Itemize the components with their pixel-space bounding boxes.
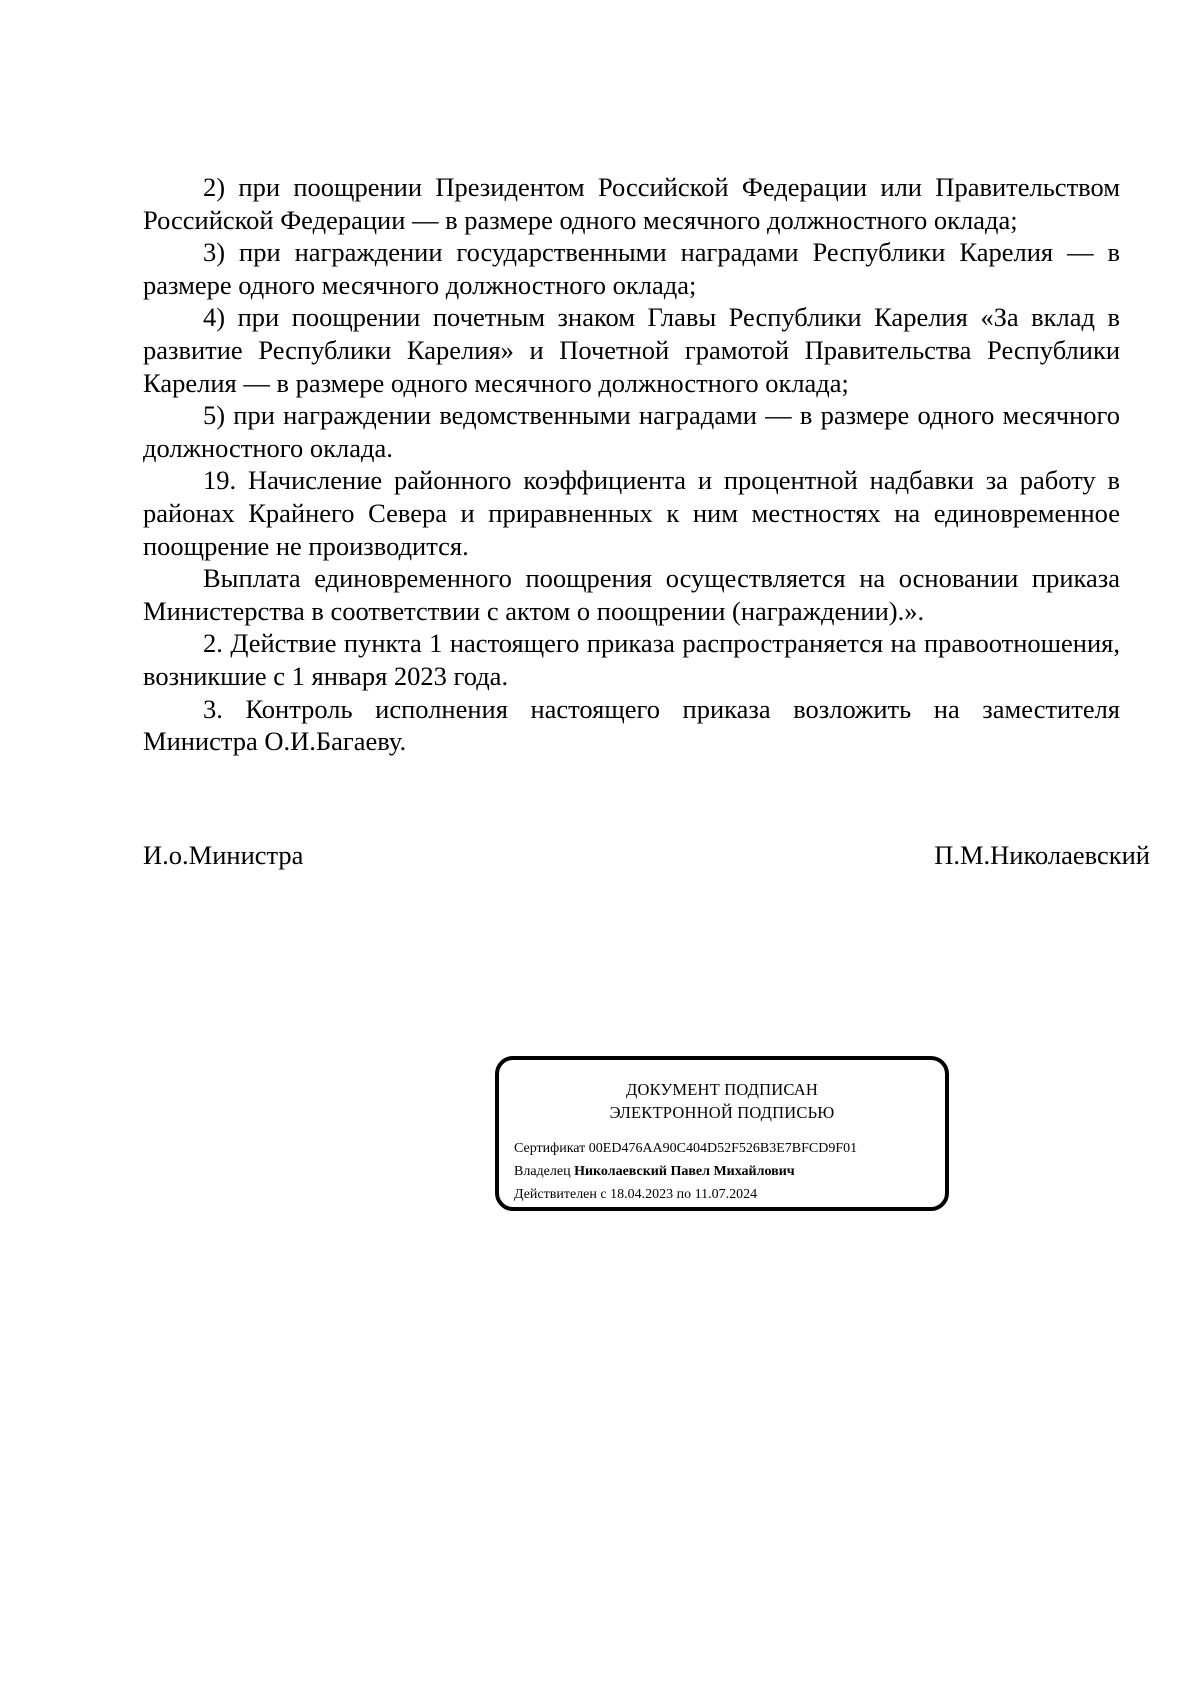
stamp-owner-line xyxy=(514,1160,857,1183)
owner-value: Николаевский Павел Михайлович xyxy=(574,1164,795,1179)
stamp-validity-line xyxy=(514,1183,857,1206)
paragraph-item-5: 5) при награждении ведомственными наградами — в размере одного месячного должностного оклада. xyxy=(143,400,1120,463)
valid-label: Действителен xyxy=(514,1187,597,1202)
certificate-label: Сертификат xyxy=(514,1141,586,1156)
paragraph-point-3: 3. Контроль исполнения настоящего приказа возложить на заместителя Министра О.И.Багаеву. xyxy=(143,693,1120,757)
paragraph-item-4: 4) при поощрении почетным знаком Главы Республики Карелия «За вклад в развитие Республики Карелия» и Почетной грамотой Правительства Республики Карелия — в размере одного месячного должностного оклада; xyxy=(143,302,1120,398)
signatory-position: И.о.Министра xyxy=(143,840,304,870)
document-body xyxy=(143,171,1120,758)
valid-from-prefix: с xyxy=(600,1187,607,1202)
signature-row xyxy=(143,839,1150,871)
valid-from-date: 18.04.2023 xyxy=(610,1187,674,1202)
stamp-title-line-1: ДОКУМЕНТ ПОДПИСАН xyxy=(626,1080,818,1099)
stamp-title-line-2: ЭЛЕКТРОННОЙ ПОДПИСЬЮ xyxy=(609,1103,835,1122)
stamp-details xyxy=(514,1137,857,1206)
paragraph-item-2: 2) при поощрении Президентом Российской Федерации или Правительством Российской Федерации — в размере одного месячного должностного оклада; xyxy=(143,172,1120,235)
electronic-signature-stamp xyxy=(495,1056,949,1211)
paragraph-clause-19: 19. Начисление районного коэффициента и процентной надбавки за работу в районах Крайнего Севера и приравненных к ним местностях на единовременное поощрение не производится. xyxy=(143,465,1120,561)
valid-to-date: 11.07.2024 xyxy=(694,1187,758,1202)
stamp-certificate-line xyxy=(514,1137,857,1160)
paragraph-item-3: 3) при награждении государственными наградами Республики Карелия — в размере одного месячного должностного оклада; xyxy=(143,237,1120,300)
owner-label: Владелец xyxy=(514,1164,571,1179)
paragraph-point-2: 2. Действие пункта 1 настоящего приказа распространяется на правоотношения, возникшие с 1 января 2023 года. xyxy=(143,628,1120,691)
valid-to-prefix: по xyxy=(676,1187,692,1202)
stamp-title xyxy=(499,1078,945,1124)
certificate-value: 00ED476AA90C404D52F526B3E7BFCD9F01 xyxy=(588,1141,858,1156)
signatory-name: П.М.Николаевский xyxy=(934,840,1150,870)
paragraph-payment-basis: Выплата единовременного поощрения осуществляется на основании приказа Министерства в соответствии с актом о поощрении (награждении).». xyxy=(143,563,1120,626)
